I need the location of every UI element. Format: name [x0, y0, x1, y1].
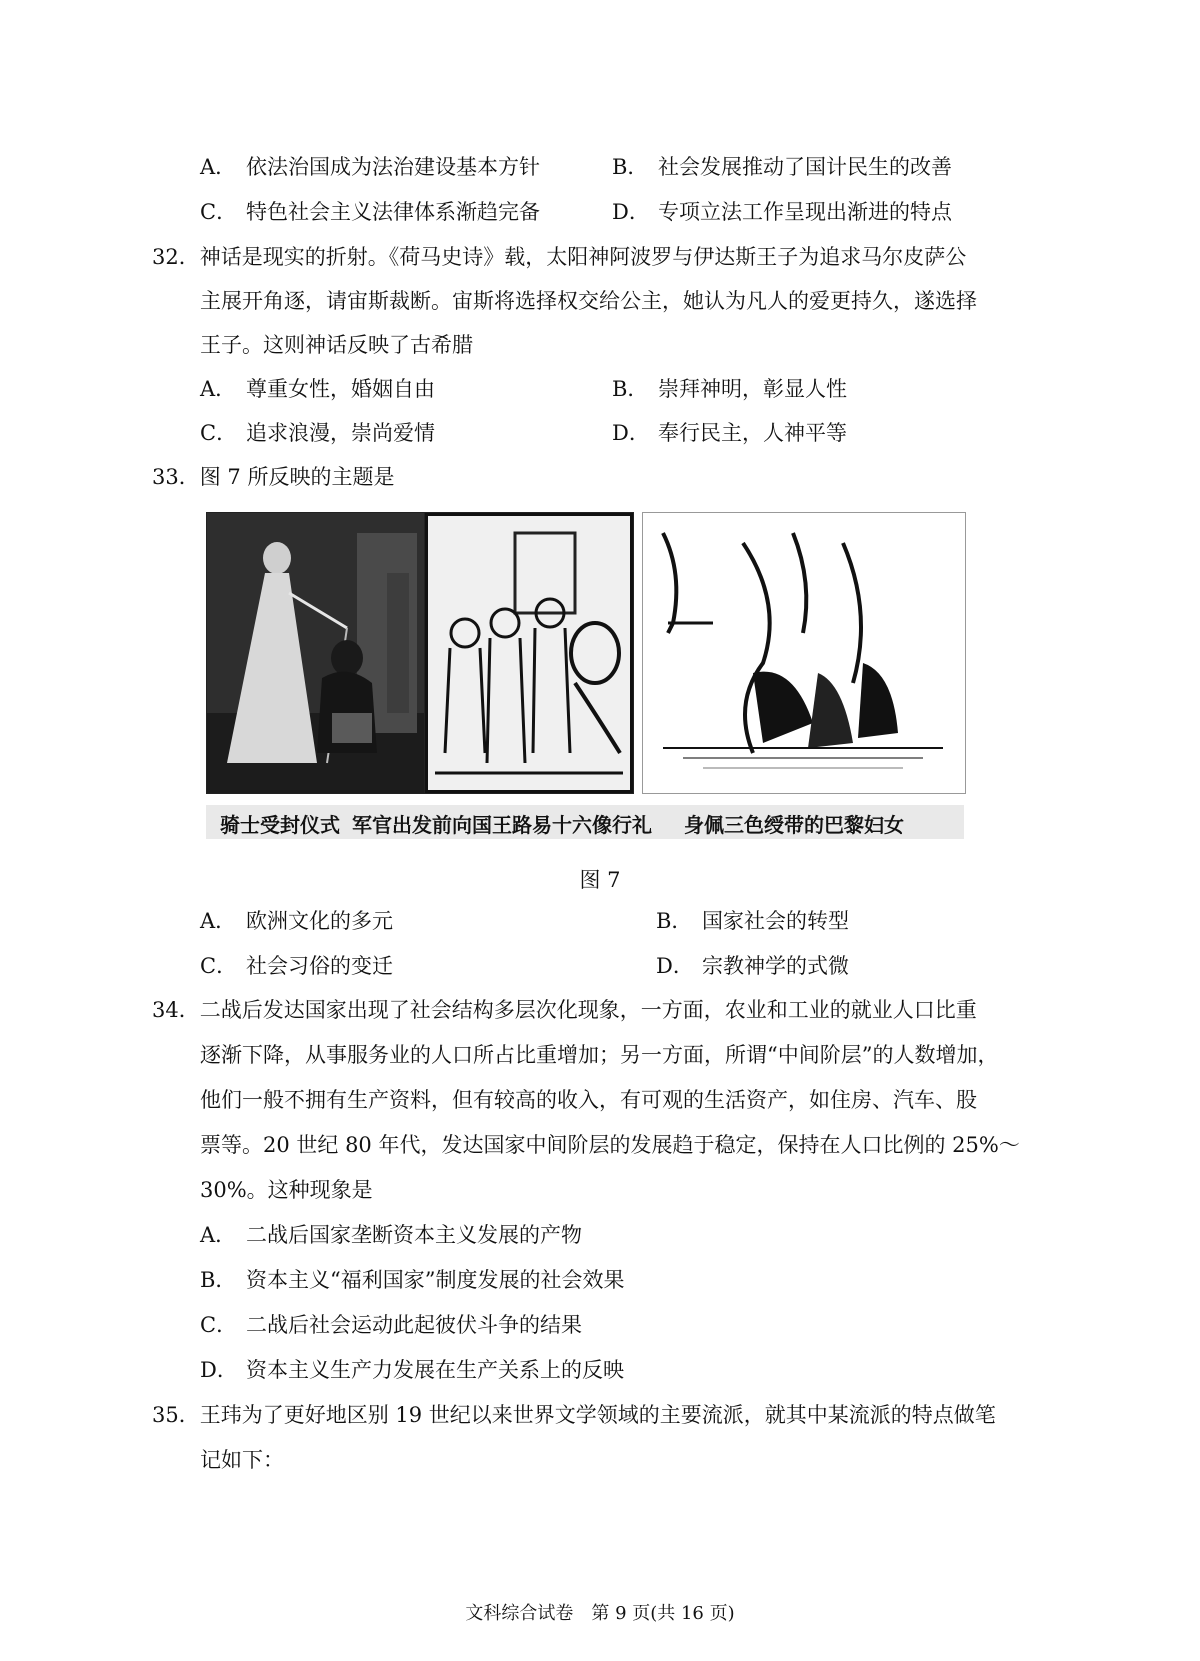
- q33-option-b: B． 国家社会的转型: [656, 909, 849, 933]
- q33-option-c: C． 社会习俗的变迁: [200, 954, 393, 978]
- q31-option-d: D． 专项立法工作呈现出渐进的特点: [612, 200, 952, 224]
- q33-stem: 33．图 7 所反映的主题是: [152, 462, 394, 492]
- knighting-ceremony-image: [206, 512, 436, 794]
- q32-stem-line-3: 王子。这则神话反映了古希腊: [200, 333, 473, 357]
- q32-stem-line-1: 32．神话是现实的折射。《荷马史诗》载，太阳神阿波罗与伊达斯王子为追求马尔皮萨公: [152, 242, 966, 272]
- q32-option-c: C． 追求浪漫，崇尚爱情: [200, 421, 435, 445]
- q32-option-d: D． 奉行民主，人神平等: [612, 421, 847, 445]
- q35-number: 35．: [152, 1403, 200, 1427]
- q32-stem-line-2: 主展开角逐，请宙斯裁断。宙斯将选择权交给公主，她认为凡人的爱更持久，遂选择: [200, 289, 977, 313]
- figure-label: 图 7: [579, 868, 621, 892]
- caption-women: 身佩三色绶带的巴黎妇女: [684, 813, 904, 837]
- q33-number: 33．: [152, 465, 200, 489]
- q32-option-b: B． 崇拜神明，彰显人性: [612, 377, 847, 401]
- q34-option-b: B． 资本主义“福利国家”制度发展的社会效果: [200, 1268, 625, 1292]
- q33-option-a: A． 欧洲文化的多元: [200, 909, 393, 933]
- caption-knighting: 骑士受封仪式: [220, 813, 340, 837]
- q34-option-c: C． 二战后社会运动此起彼伏斗争的结果: [200, 1313, 582, 1337]
- parisian-women-image: [642, 512, 966, 794]
- q34-number: 34．: [152, 998, 200, 1022]
- q31-option-c: C． 特色社会主义法律体系渐趋完备: [200, 200, 540, 224]
- q34-option-d: D． 资本主义生产力发展在生产关系上的反映: [200, 1358, 624, 1382]
- q33-option-d: D． 宗教神学的式微: [656, 954, 849, 978]
- caption-officers: 军官出发前向国王路易十六像行礼: [352, 813, 652, 837]
- figure-captions: [206, 805, 964, 839]
- q34-stem-line-1: 34．二战后发达国家出现了社会结构多层次化现象，一方面，农业和工业的就业人口比重: [152, 995, 977, 1025]
- q32-option-a: A． 尊重女性，婚姻自由: [200, 377, 435, 401]
- q35-stem-line-1: 35．王玮为了更好地区别 19 世纪以来世界文学领域的主要流派，就其中某流派的特点做笔: [152, 1400, 996, 1430]
- q34-stem-line-3: 他们一般不拥有生产资料，但有较高的收入，有可观的生活资产，如住房、汽车、股: [200, 1088, 977, 1112]
- q34-stem-line-2: 逐渐下降，从事服务业的人口所占比重增加；另一方面，所谓“中间阶层”的人数增加，: [200, 1043, 999, 1067]
- page-footer: 文科综合试卷 第 9 页(共 16 页): [465, 1603, 735, 1624]
- q32-number: 32．: [152, 245, 200, 269]
- q34-stem-line-4: 票等。20 世纪 80 年代，发达国家中间阶层的发展趋于稳定，保持在人口比例的 25%～: [200, 1133, 1020, 1157]
- q31-option-a: A． 依法治国成为法治建设基本方针: [200, 155, 540, 179]
- q34-option-a: A． 二战后国家垄断资本主义发展的产物: [200, 1223, 582, 1247]
- q35-stem-line-2: 记如下：: [200, 1448, 284, 1472]
- q34-stem-line-5: 30%。这种现象是: [200, 1178, 373, 1202]
- figure-7: [206, 512, 964, 844]
- q31-option-b: B． 社会发展推动了国计民生的改善: [612, 155, 952, 179]
- officers-salute-image: [424, 512, 634, 794]
